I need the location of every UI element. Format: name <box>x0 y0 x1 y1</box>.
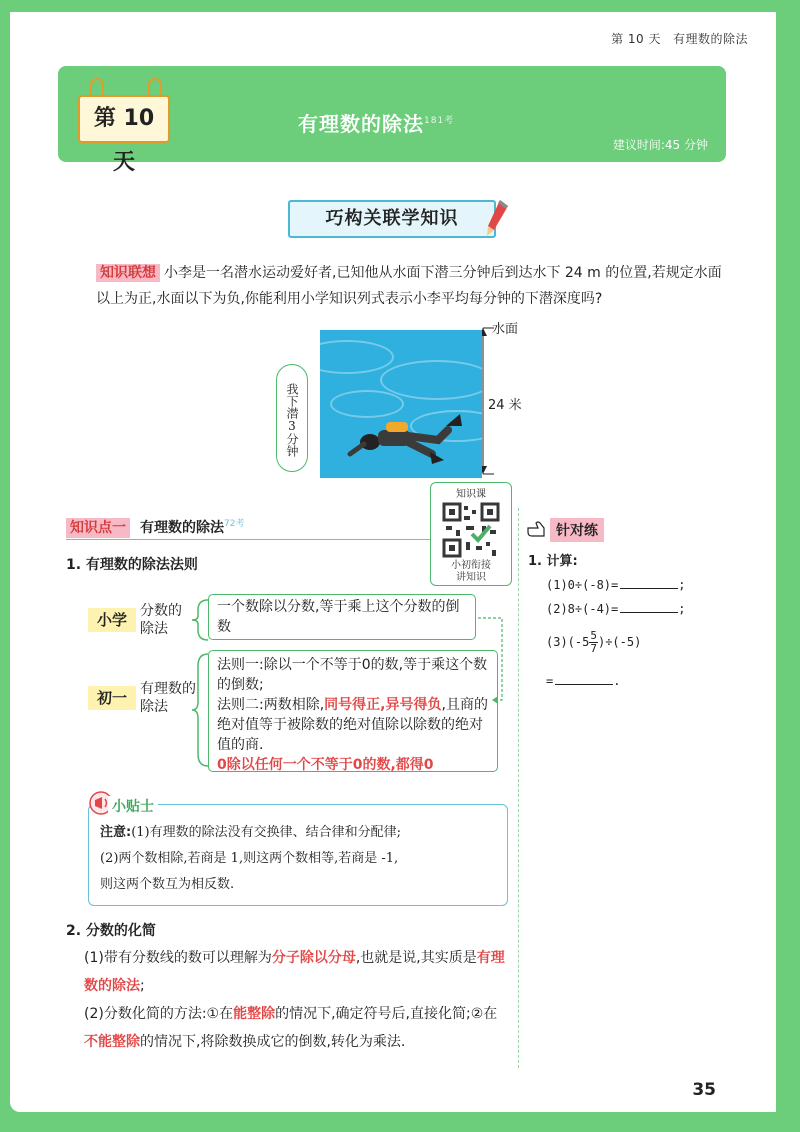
simplify-p1-red2: 有理数的除法 <box>84 950 505 994</box>
knowledge-point-note: 72考 <box>224 519 245 529</box>
depth-label: 24 米 <box>488 394 522 413</box>
intro-tag: 知识联想 <box>96 264 160 282</box>
exercise-3-equals: = <box>546 674 554 688</box>
rule-heading: 1. 有理数的除法法则 <box>66 557 198 573</box>
diver-icon <box>320 330 482 478</box>
exercise-1-expr: (1)0÷(-8)= <box>546 578 619 592</box>
zero-rule: 0除以任何一个不等于0的数,都得0 <box>217 757 434 773</box>
simplify-p2-red2: 不能整除 <box>84 1034 140 1050</box>
knowledge-point-tag: 知识点一 <box>66 518 130 538</box>
header-topic: 有理数的除法 <box>672 32 748 46</box>
qr-bottom-line2: 讲知识 <box>456 572 486 583</box>
rule2-suffix: ,且商的绝对值等于被除数的绝对值除以除数的绝对值的商. <box>217 697 488 753</box>
fraction-denominator: 7 <box>590 642 597 655</box>
simplify-p1-a: (1)带有分数线的数可以理解为 <box>84 950 272 966</box>
exercise-1-end: ; <box>678 578 686 592</box>
pencil-icon <box>484 198 510 238</box>
pointing-hand-icon <box>526 520 548 538</box>
section-title: 巧构关联学知识 <box>288 200 496 238</box>
exercise-1 <box>546 578 685 592</box>
simplify-p2-a: (2)分数化简的方法:①在 <box>84 1006 234 1022</box>
junior-topic: 有理数的除法 <box>140 681 196 715</box>
header-day: 第 10 天 <box>611 32 661 46</box>
primary-topic: 分数的除法 <box>140 603 182 637</box>
exercise-3-end: . <box>613 674 621 688</box>
tip-line-2: (2)两个数相除,若商是 1,则这两个数相等,若商是 -1, <box>100 851 399 866</box>
surface-label: 水面 <box>492 322 519 337</box>
simplify-p2-b: 的情况下,确定符号后,直接化简;②在 <box>275 1006 498 1022</box>
tip-text <box>100 820 500 898</box>
simplify-heading: 2. 分数的化简 <box>66 923 156 939</box>
answer-blank[interactable] <box>555 684 613 685</box>
fraction <box>589 630 598 655</box>
qr-bottom-line1: 小初衔接 <box>451 560 491 571</box>
exercise-2-expr: (2)8÷(-4)= <box>546 602 619 616</box>
tip-note-label: 注意: <box>100 825 132 840</box>
junior-rule-2 <box>217 695 489 755</box>
simplify-p1-c: ; <box>140 978 145 994</box>
tip-line-3: 则这两个数互为相反数. <box>100 877 235 892</box>
banner-title <box>298 108 454 137</box>
connector-arrow-icon <box>476 612 510 708</box>
junior-rule-1: 法则一:除以一个不等于0的数,等于乘这个数的倒数; <box>217 657 488 693</box>
simplify-p2 <box>84 1000 510 1056</box>
junior-level-tag: 初一 <box>88 686 136 710</box>
practice-question-label: 1. 计算: <box>528 554 578 569</box>
simplify-p1-b: ,也就是说,其实质是 <box>355 950 477 966</box>
page-number: 35 <box>692 1080 716 1100</box>
qr-code-icon[interactable] <box>442 502 500 558</box>
simplify-p1 <box>84 944 510 1000</box>
exercise-3-expr-a: (3)(-5 <box>546 635 590 649</box>
suggested-time: 建议时间:45 分钟 <box>612 138 708 152</box>
primary-rule-box: 一个数除以分数,等于乘上这个分数的倒数 <box>208 594 476 640</box>
simplify-p1-red: 分子除以分母 <box>271 950 356 966</box>
simplify-text <box>84 944 510 1056</box>
practice-title: 针对练 <box>550 518 604 542</box>
simplify-p2-c: 的情况下,将除数换成它的倒数,转化为乘法. <box>140 1034 406 1050</box>
exercise-2 <box>546 602 685 616</box>
rule2-highlight: 同号得正,异号得负 <box>324 697 442 713</box>
intro-paragraph <box>96 260 730 312</box>
junior-rule-box <box>208 650 498 772</box>
knowledge-point-title: 有理数的除法 <box>140 519 224 536</box>
answer-blank[interactable] <box>620 612 678 613</box>
diver-illustration <box>320 330 482 478</box>
column-divider <box>518 508 519 1068</box>
day-tag: 第 10 天 <box>78 95 170 143</box>
exercise-3-answer <box>546 674 620 688</box>
brace-icon <box>190 598 210 642</box>
intro-text: 小李是一名潜水运动爱好者,已知他从水面下潜三分钟后到达水下 24 m 的位置,若规定水面以上为正,水面以下为负,你能利用小学知识列式表示小李平均每分钟的下潜深度吗? <box>96 265 722 307</box>
qr-top-label: 知识课 <box>456 489 486 500</box>
exercise-2-end: ; <box>678 602 686 616</box>
exercise-3 <box>546 630 641 655</box>
qr-bottom-label <box>431 560 511 584</box>
fraction-numerator: 5 <box>590 629 597 642</box>
knowledge-point-header <box>66 516 244 537</box>
simplify-p2-red: 能整除 <box>233 1006 276 1022</box>
tip-line-1: (1)有理数的除法没有交换律、结合律和分配律; <box>131 825 401 840</box>
exercise-3-expr-b: )÷(-5) <box>597 635 642 649</box>
speech-bubble: 我下潜3分钟 <box>276 364 308 472</box>
brace-icon <box>190 652 210 768</box>
rule2-prefix: 法则二:两数相除, <box>217 697 325 713</box>
banner-note: 181考 <box>424 116 455 127</box>
tip-title: 小贴士 <box>108 796 158 816</box>
qr-card[interactable] <box>430 482 512 586</box>
answer-blank[interactable] <box>620 588 678 589</box>
running-header <box>611 30 748 47</box>
primary-level-tag: 小学 <box>88 608 136 632</box>
banner-title-text: 有理数的除法 <box>298 112 424 136</box>
